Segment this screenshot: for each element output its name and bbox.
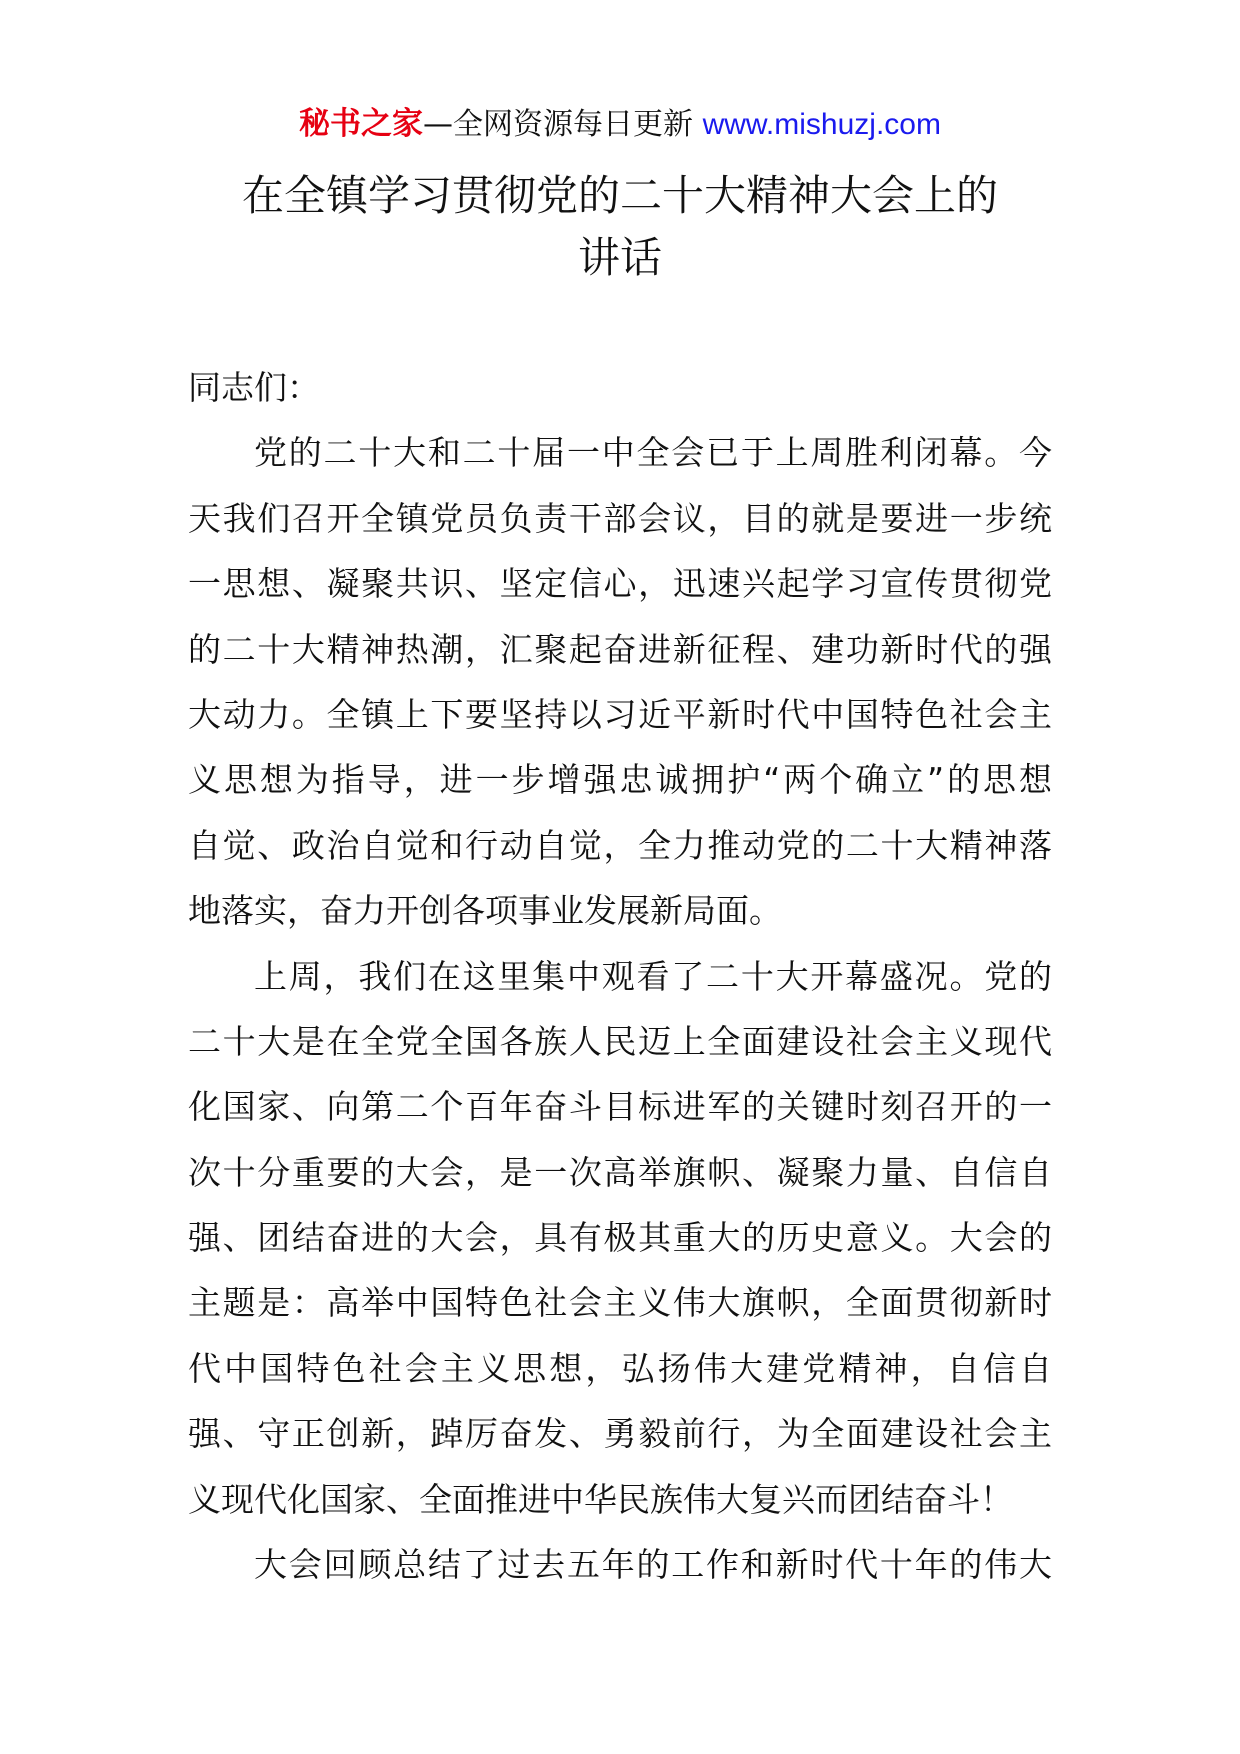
text-line: 化国家、向第二个百年奋斗目标进军的关键时刻召开的一 (188, 1087, 1052, 1127)
text-line: 天我们召开全镇党员负责干部会议，目的就是要进一步统 (188, 498, 1052, 538)
text-line: 强、守正创新，踔厉奋发、勇毅前行，为全面建设社会主 (188, 1414, 1052, 1454)
banner-slogan: —全网资源每日更新 (423, 107, 694, 142)
text-line: 一思想、凝聚共识、坚定信心，迅速兴起学习宣传贯彻党 (188, 564, 1052, 604)
brand-name: 秘书之家 (299, 106, 424, 142)
text-line: 次十分重要的大会，是一次高举旗帜、凝聚力量、自信自 (188, 1152, 1052, 1192)
paragraph (188, 1532, 1052, 1597)
text-line: 义思想为指导，进一步增强忠诚拥护“两个确立”的思想 (188, 760, 1052, 800)
text-line: 主题是：高举中国特色社会主义伟大旗帜，全面贯彻新时 (188, 1283, 1052, 1323)
document-title-line-2: 讲话 (577, 233, 662, 282)
text-line: 大会回顾总结了过去五年的工作和新时代十年的伟大 (254, 1545, 1052, 1585)
paragraph (188, 944, 1052, 1533)
text-line: 地落实，奋力开创各项事业发展新局面。 (188, 891, 782, 931)
text-line: 的二十大精神热潮，汇聚起奋进新征程、建功新时代的强 (188, 629, 1052, 669)
text-line: 上周，我们在这里集中观看了二十大开幕盛况。党的 (254, 956, 1052, 996)
document-body (188, 355, 1052, 1597)
text-line: 党的二十大和二十届一中全会已于上周胜利闭幕。今 (254, 433, 1052, 473)
paragraph (188, 420, 1052, 943)
text-line: 二十大是在全党全国各族人民迈上全面建设社会主义现代 (188, 1021, 1052, 1061)
text-line: 大动力。全镇上下要坚持以习近平新时代中国特色社会主 (188, 694, 1052, 734)
text-line: 强、团结奋进的大会，具有极其重大的历史意义。大会的 (188, 1218, 1052, 1258)
header-banner (0, 100, 1240, 149)
text-line: 义现代化国家、全面推进中华民族伟大复兴而团结奋斗！ (188, 1479, 1013, 1519)
salutation: 同志们： (188, 368, 320, 407)
website-link[interactable]: www.mishuzj.com (702, 108, 941, 141)
text-line: 代中国特色社会主义思想，弘扬伟大建党精神，自信自 (188, 1348, 1052, 1388)
document-title-line-1: 在全镇学习贯彻党的二十大精神大会上的 (241, 171, 998, 220)
text-line: 自觉、政治自觉和行动自觉，全力推动党的二十大精神落 (188, 825, 1052, 865)
